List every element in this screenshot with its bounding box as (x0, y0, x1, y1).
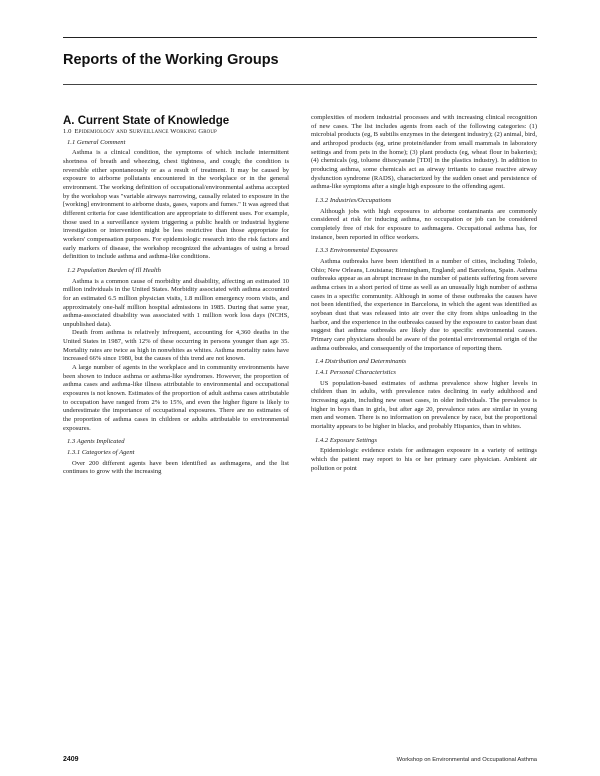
heading-1-2: 1.2 Population Burden of Ill Health (67, 266, 161, 274)
paragraph: Over 200 different agents have been identified as asthmagens, and the list continues to grow with the increasing (63, 459, 289, 476)
page-number: 2409 (63, 756, 79, 763)
top-rule (63, 37, 537, 38)
paragraph: US population-based estimates of asthma prevalence show higher levels in children than in adults, with prevalence rates declining in early adulthood and increasing again, including new onset cases, in older individuals. The prevalence is higher in boys than in girls, but after age 20, prevalence rates are similar in young men and women. There is no information on prevalence by race, but the proportional mortality appears to be higher in blacks, and probably Hispanics, than in whites. (311, 379, 537, 430)
heading-1-4-1: 1.4.1 Personal Characteristics (315, 368, 396, 376)
heading-1-4: 1.4 Distribution and Determinants (315, 358, 407, 366)
paragraph: Asthma is a common cause of morbidity and disability, affecting an estimated 10 million individuals in the United States. Morbidity associated with asthma accounted for an estimated 6.5 million physician visits, 1.8 million emergency room visits, and approximately one-half million hospital admissions in 1985. During that same year, asthma-associated disability was associated with 1 million work loss days (NCHS, unpublished data). (63, 277, 289, 328)
paragraph: A large number of agents in the workplace and in community environments have been shown to induce asthma or asthma-like syndromes. However, the proportion of asthma cases and asthma-like illness attributable to environmental and occupational exposures is not known. Estimates of the proportion of adult asthma cases attributable to occupation have ranged from 2% to 15%, and even the higher figure is likely to underestimate the importance of occupational exposures. There are no estimates of the proportion of asthma cases in children or adults attributable to environmental exposures. (63, 364, 289, 432)
subsection-title: Epidemiology and Surveillance Working Group (74, 128, 217, 135)
heading-1-3-3: 1.3.3 Environmental Exposures (315, 247, 398, 255)
heading-1-4-2: 1.4.2 Exposure Settings (315, 436, 378, 444)
subsection-heading (63, 128, 289, 137)
paragraph: Asthma is a clinical condition, the symptoms of which include intermittent shortness of breath and wheezing, chest tightness, and cough; the condition is reversible either spontaneously or as a result of treatment. It may be caused by exposure to airborne pollutants encountered in the workplace or in the general environment. The working definition of occupational/environmental asthma accepted by the workshop was "variable airways narrowing, causally related to exposure in the [working] environment to airborne dusts, gases, vapors and fumes." It was agreed that different criteria for case identification are appropriate to different uses. For example, those used in a surveillance system triggering a public health or industrial hygiene investigation or intervention might be less restrictive than those appropriate for workers' compensation purposes. For epidemiologic research into the risk factors and early markers of disease, the workshop recognized the advantages of using a broad definition to include asthma and asthma-like conditions. (63, 149, 289, 261)
paragraph: Epidemiologic evidence exists for asthmagen exposure in a variety of settings which the patient may report to his or her primary care physician. Ambient air pollution or point (311, 447, 537, 472)
right-column (311, 114, 537, 473)
paragraph: Asthma outbreaks have been identified in a number of cities, including Toledo, Ohio; New Orleans, Louisiana; Birmingham, England; and Barcelona, Spain. Asthma outbreaks appear as an abrupt increase in the number of patients suffering from severe asthma crises in a short period of time as well as an unusually high number of asthma cases in a specific community. Although in some of these outbreaks the causes have not been identified, the experience in Barcelona, in which the agent was identified as soybean dust that was released into air over the city from ships unloading in the harbor, and the experience in the outbreaks caused by the exposure to castor bean dust suggest that asthma outbreaks are likely due to specific environmental causes. Primary care physicians should be aware of the potential environmental origin of the asthma outbreaks, and consequently of the importance of reporting them. (311, 257, 537, 352)
title-rule (63, 84, 537, 85)
paragraph: complexities of modern industrial processes and with increasing clinical recognition of new cases. The list includes agents from each of the following categories: (1) microbial products (eg, B subtilis enzymes in the detergent industry); (2) animal, bird, and arthropod products (eg, urine protein/dander from small mammals in laboratory settings and from pets in the home); (3) plant products (eg, wheat flour in bakeries); (4) chemicals (eg, toluene diisocyanate [TDI] in the plastics industry). In addition to producing asthma, some chemicals act as airway irritants to cause reactive airway dysfunction syndrome (RADS), characterized by the sudden onset and persistence of asthma-like symptoms after a single high exposure to the offending agent. (311, 114, 537, 191)
paragraph: Although jobs with high exposures to airborne contaminants are commonly considered at risk for inducing asthma, no occupation or job can be considered completely free of risk for exposure to asthmagens. Occupational asthma has, for instance, been reported in office workers. (311, 207, 537, 241)
section-heading: A. Current State of Knowledge (63, 115, 230, 127)
page-title: Reports of the Working Groups (63, 52, 279, 68)
subsection-number: 1.0 (63, 128, 72, 135)
paragraph: Death from asthma is relatively infrequent, accounting for 4,360 deaths in the United States in 1987, with 12% of these occurring in persons younger than age 35. Mortality rates are twice as high in nonwhites as whites. Asthma mortality rates have increased 66% since 1980, but the causes of this trend are not known. (63, 329, 289, 363)
running-footer: Workshop on Environmental and Occupational Asthma (396, 757, 537, 763)
left-column (63, 114, 289, 477)
heading-1-3: 1.3 Agents Implicated (67, 438, 125, 446)
heading-1-1: 1.1 General Comment (67, 138, 126, 146)
heading-1-3-2: 1.3.2 Industries/Occupations (315, 196, 392, 204)
heading-1-3-1: 1.3.1 Categories of Agent (67, 449, 135, 457)
